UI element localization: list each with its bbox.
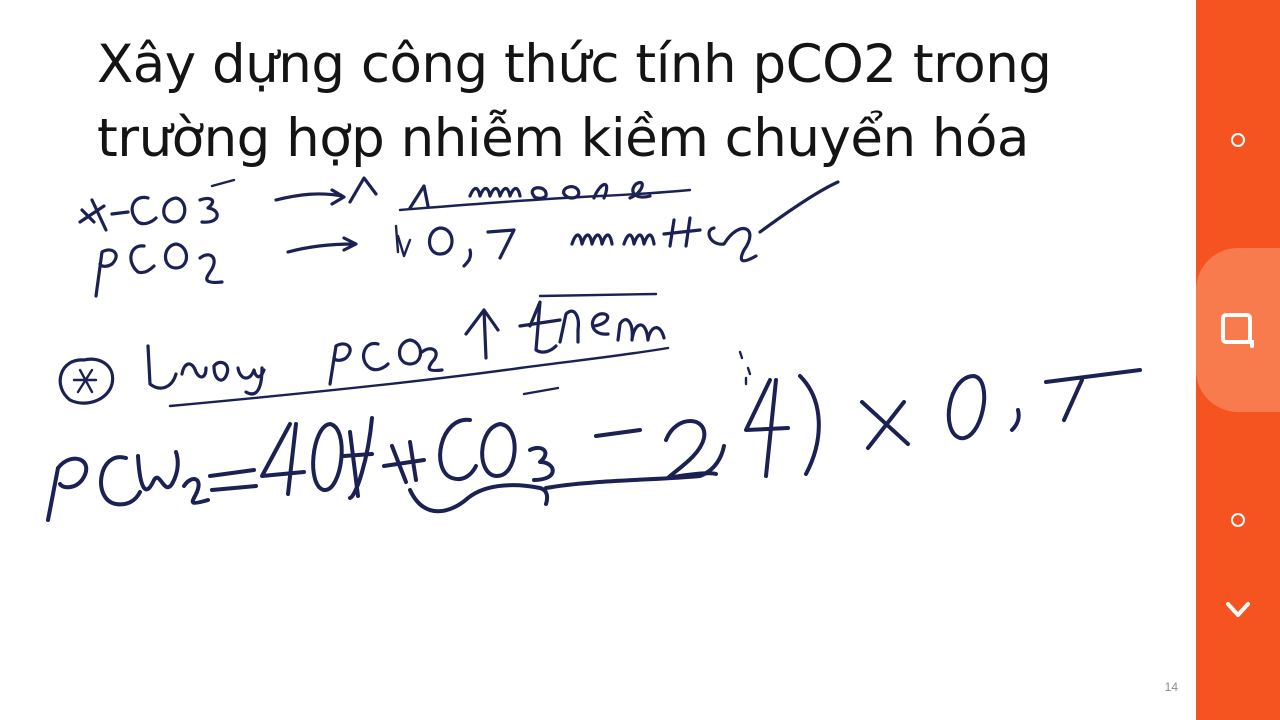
toolbar-collapse-button[interactable] [1196, 588, 1280, 632]
ink-hco3 [80, 180, 234, 230]
chevron-down-icon [1224, 600, 1252, 620]
toolbar-dot-bottom-button[interactable] [1196, 498, 1280, 542]
circle-dot-icon [1231, 133, 1245, 147]
slide-title-line-1: Xây dựng công thức tính pCO2 trong [97, 34, 1052, 95]
slide-title-line-2: trường hợp nhiễm kiềm chuyển hóa [97, 108, 1029, 169]
ink-arrow-1 [276, 178, 690, 210]
toolbar-dot-top-button[interactable] [1196, 118, 1280, 162]
side-toolbar [1196, 0, 1280, 720]
note-icon [1218, 310, 1258, 350]
circle-dot-icon [1231, 513, 1245, 527]
ink-formula [48, 370, 1140, 520]
toolbar-note-button[interactable] [1196, 248, 1280, 412]
note-button-highlight [1196, 248, 1280, 412]
slide-page-number: 14 [1164, 680, 1178, 694]
ink-note-line [60, 294, 750, 406]
